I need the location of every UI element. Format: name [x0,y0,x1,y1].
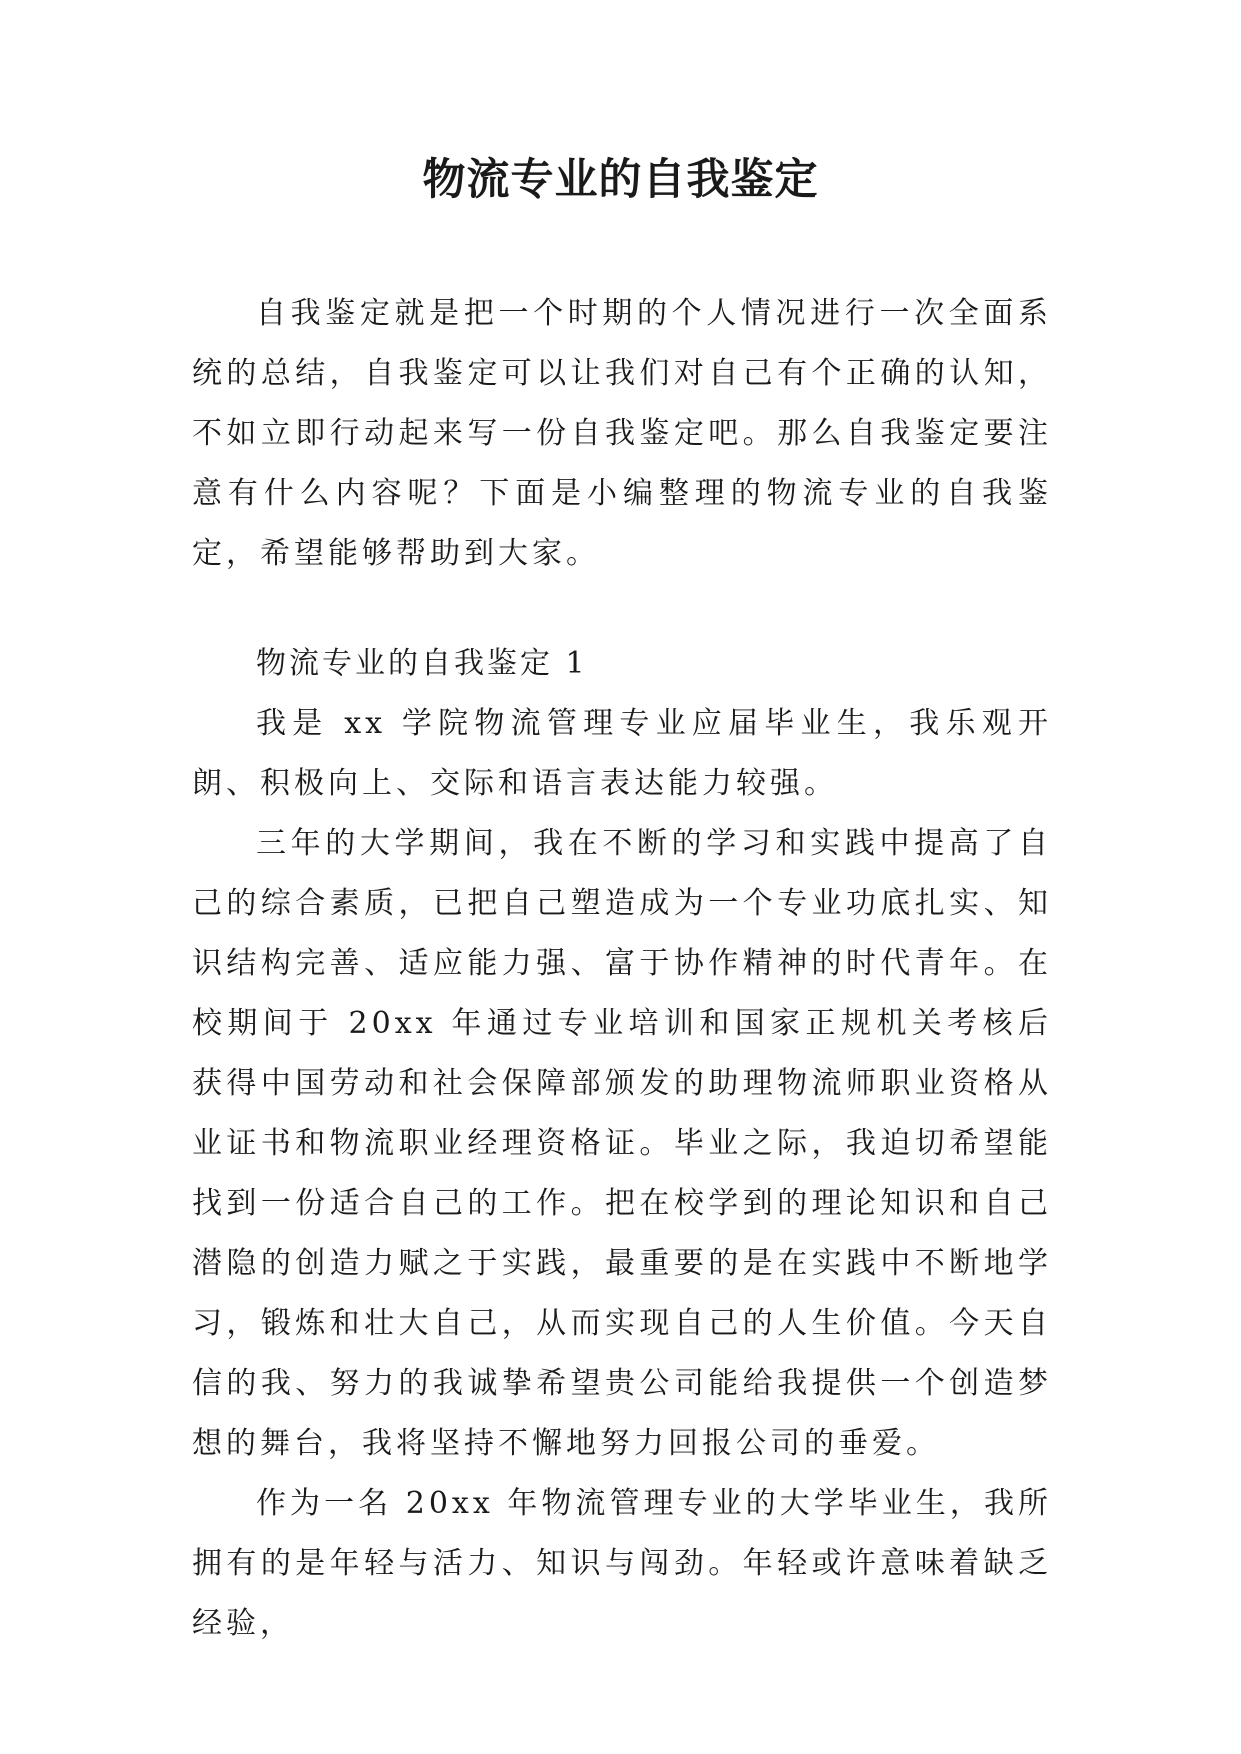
body-paragraph: 三年的大学期间，我在不断的学习和实践中提高了自己的综合素质，已把自己塑造成为一个专业功底扎实、知识结构完善、适应能力强、富于协作精神的时代青年。在校期间于 20xx 年通过专业培训和国家正规机关考核后获得中国劳动和社会保障部颁发的助理物流师职业资格从业证书和物流职业经理资格证。毕业之际，我迫切希望能找到一份适合自己的工作。把在校学到的理论知识和自己潜隐的创造力赋之于实践，最重要的是在实践中不断地学习，锻炼和壮大自己，从而实现自己的人生价值。今天自信的我、努力的我诚挚希望贵公司能给我提供一个创造梦想的舞台，我将坚持不懈地努力回报公司的垂爱。 [192,826,1052,1461]
body-paragraph: 我是 xx 学院物流管理专业应届毕业生，我乐观开朗、积极向上、交际和语言表达能力较强。 [192,706,1052,801]
body-paragraph: 作为一名 20xx 年物流管理专业的大学毕业生，我所拥有的是年轻与活力、知识与闯劲。年轻或许意味着缺乏经验， [192,1486,1052,1641]
section-heading: 物流专业的自我鉴定 1 [256,646,588,681]
intro-paragraph: 自我鉴定就是把一个时期的个人情况进行一次全面系统的总结，自我鉴定可以让我们对自己有个正确的认知，不如立即行动起来写一份自我鉴定吧。那么自我鉴定要注意有什么内容呢？下面是小编整理的物流专业的自我鉴定，希望能够帮助到大家。 [192,296,1052,571]
document-title: 物流专业的自我鉴定 [422,155,819,205]
